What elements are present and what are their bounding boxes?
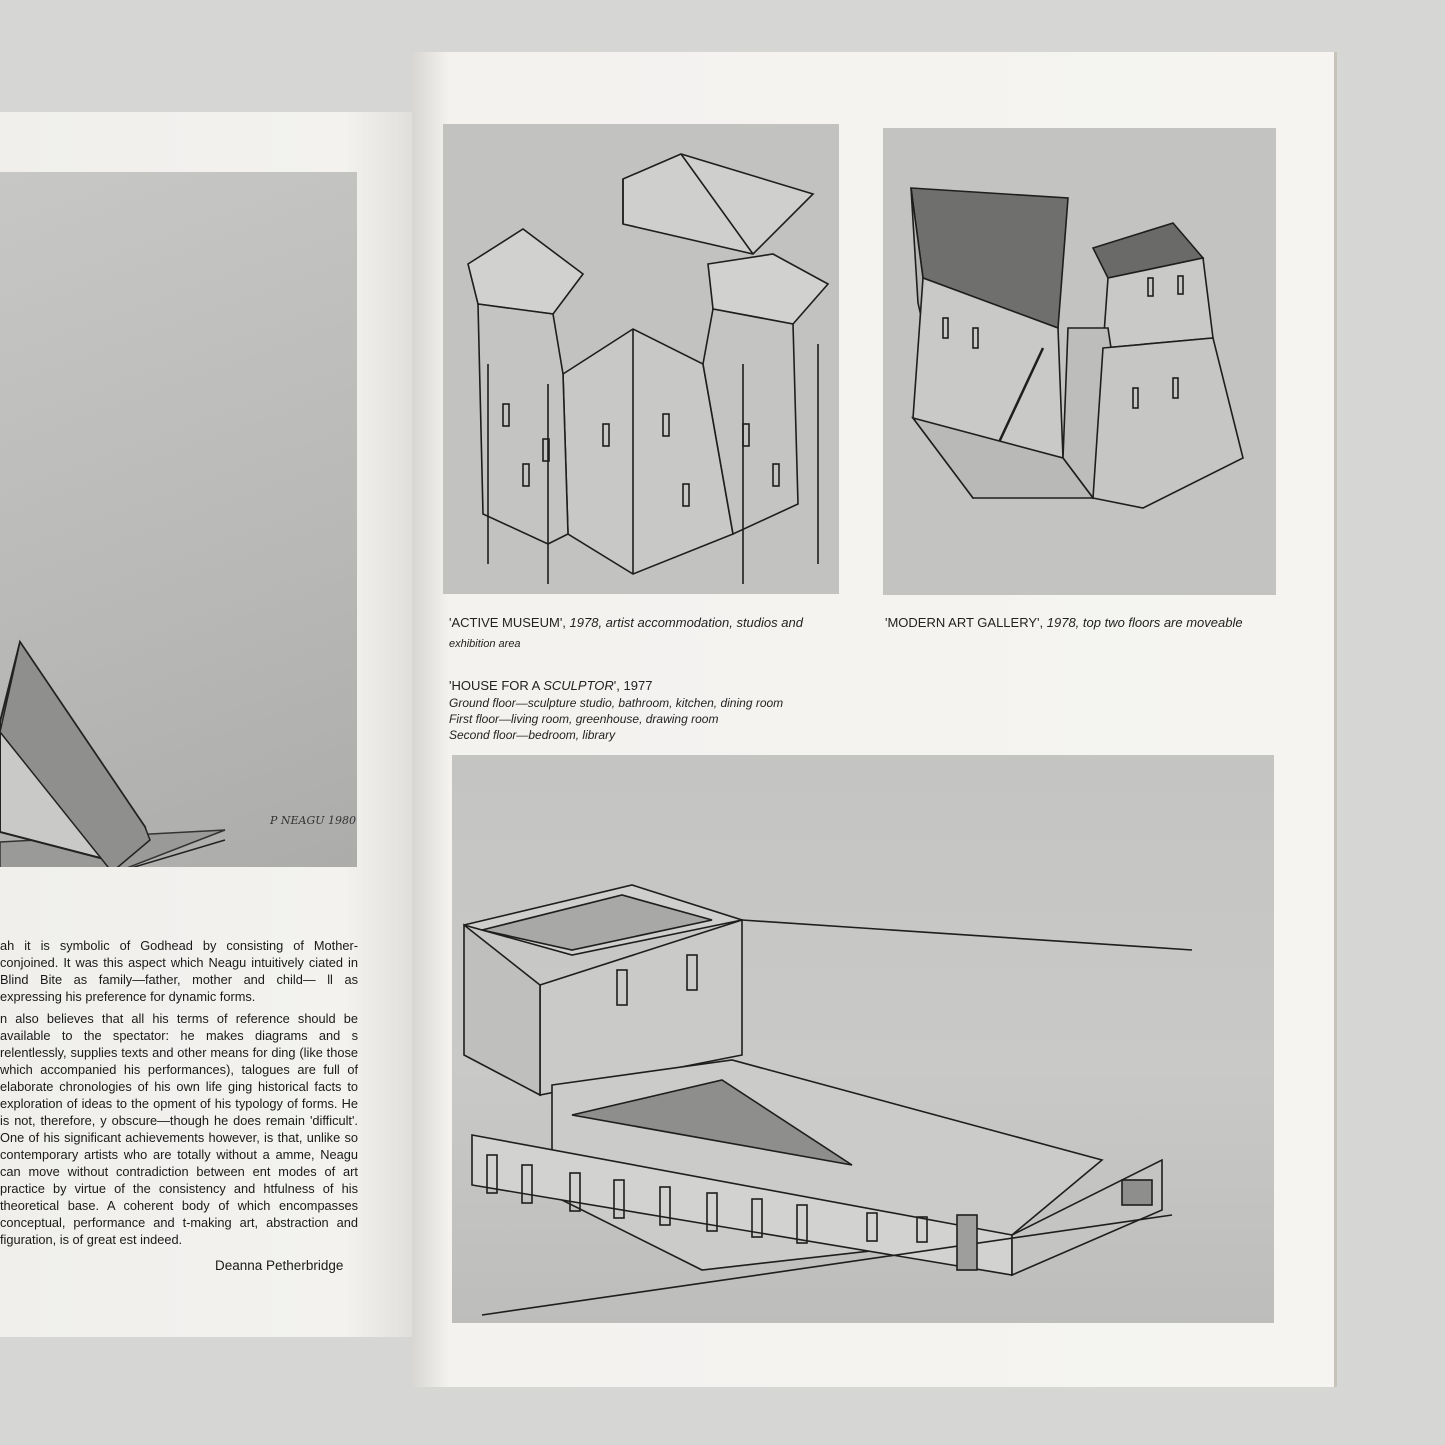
- caption-house-line3: Second floor—bedroom, library: [449, 728, 616, 742]
- house-for-sculptor-drawing: [452, 755, 1274, 1323]
- active-museum-sketch: [443, 124, 839, 594]
- caption-house-line1: Ground floor—sculpture studio, bathroom, kitchen, dining room: [449, 696, 784, 710]
- caption-active-museum: [449, 615, 829, 630]
- caption-house-line2: First floor—living room, greenhouse, drawing room: [449, 712, 719, 726]
- photo-signature: P NEAGU 1980: [270, 814, 357, 827]
- modern-art-gallery-drawing: [883, 128, 1276, 595]
- sculpture-drawing: [0, 172, 357, 867]
- caption-house-title-c: ', 1977: [613, 678, 653, 693]
- house-for-sculptor-sketch: [452, 755, 1274, 1323]
- caption-house-title-b: SCULPTOR: [543, 678, 614, 693]
- active-museum-drawing: [443, 124, 839, 594]
- caption-active-museum-title: 'ACTIVE MUSEUM',: [449, 615, 570, 630]
- caption-house-title-a: 'HOUSE FOR A: [449, 678, 544, 693]
- modern-art-gallery-sketch: [883, 128, 1276, 595]
- caption-modern-art-gallery: [885, 615, 1265, 630]
- body-paragraph-1: ah it is symbolic of Godhead by consisting of Mother- conjoined. It was this aspect which Neagu intuitively ciated in Blind Bite as family—father, mother and child— ll as expressing his preference for dynamic forms.: [0, 938, 358, 1004]
- caption-modern-art-gallery-title: 'MODERN ART GALLERY',: [885, 615, 1047, 630]
- caption-active-museum-line2: exhibition area: [449, 638, 521, 650]
- caption-house-for-sculptor: [449, 678, 849, 693]
- sculpture-photo: [0, 172, 357, 867]
- article-body: [0, 937, 358, 1253]
- author-byline: Deanna Petherbridge: [215, 1258, 344, 1273]
- caption-active-museum-detail: 1978, artist accommodation, studios and: [569, 615, 803, 630]
- caption-modern-art-gallery-detail: 1978, top two floors are moveable: [1046, 615, 1243, 630]
- body-paragraph-2: n also believes that all his terms of reference should be available to the spectator: he makes diagrams and s relentlessly, supplies texts and other means for ding (like those which accompanied his performances), talogues are full of elaborate chronologies of his own life ging historical facts to exploration of ideas to the opment of his typology of forms. He is not, therefore, y obscure—though he does remain 'difficult'. One of his significant achievements however, is that, unlike so contemporary artists who are totally without a amme, Neagu can move without contradiction between ent modes of art practice by virtue of the consistency and htfulness of his theoretical base. A coherent body of which encompasses conceptual, performance and t-making art, abstraction and figuration, is of great est indeed.: [0, 1011, 358, 1247]
